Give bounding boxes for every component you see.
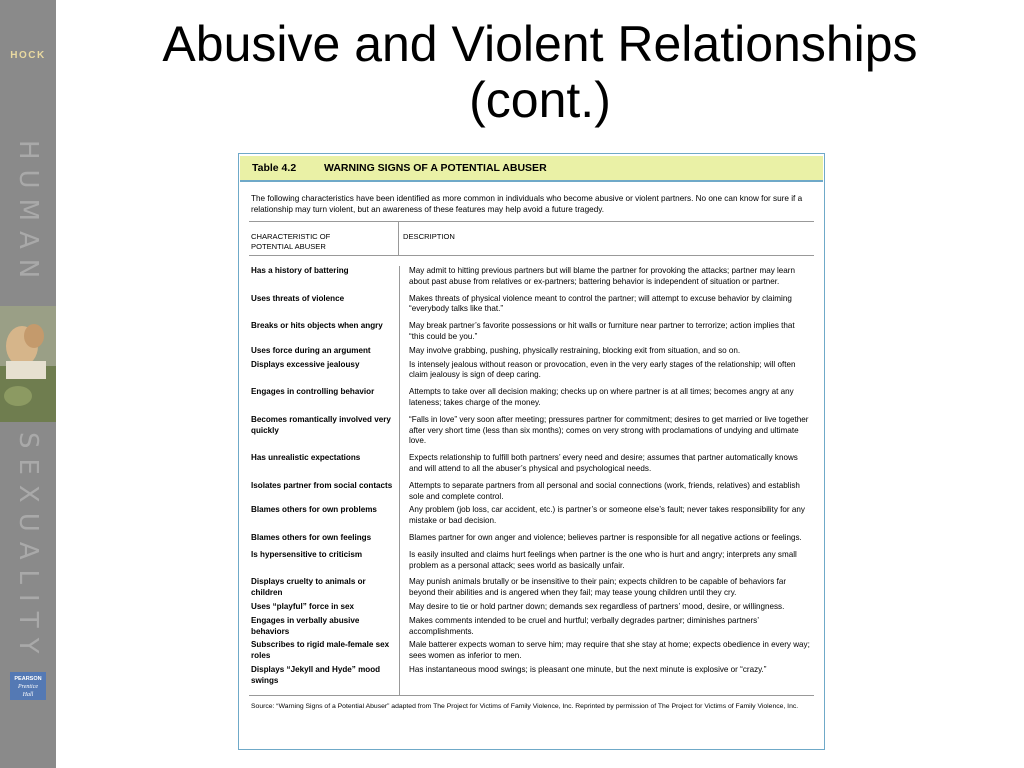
table-row xyxy=(249,665,814,687)
brand-photo xyxy=(0,306,56,422)
row-characteristic: Subscribes to rigid male-female sex roles xyxy=(251,640,390,661)
row-description: Blames partner for own anger and violence; believes partner is responsible for all negative actions or feelings. xyxy=(409,532,802,542)
row-description: “Falls in love” very soon after meeting; pressures partner for commitment; desires to get married or live together after very short time (less than six months); comes on very strong with proclamations of undying and ultimate love. xyxy=(409,414,809,446)
row-description: May involve grabbing, pushing, physically restraining, blocking exit from situation, and so on. xyxy=(409,345,741,355)
row-description: Any problem (job loss, car accident, etc.) is partner’s or someone else’s fault; never takes responsibility for any mistake or bad decision. xyxy=(409,505,805,526)
slide-title: Abusive and Violent Relationships (cont.) xyxy=(162,16,918,128)
column-header-characteristic: CHARACTERISTIC OF POTENTIAL ABUSER xyxy=(249,222,399,255)
table-row xyxy=(249,505,814,527)
table-row xyxy=(249,387,814,409)
row-characteristic: Breaks or hits objects when angry xyxy=(251,321,383,331)
table-row xyxy=(249,533,814,544)
row-description: Makes threats of physical violence meant to control the partner; will attempt to excuse behavior by claiming “everybody talks like that.” xyxy=(409,293,792,314)
table-column-headers xyxy=(249,222,814,256)
row-description: May admit to hitting previous partners but will blame the partner for provoking the attacks; partner may learn about past abuse from relatives or ex-partners; battering behavior is independent of situation or partner. xyxy=(409,266,795,286)
row-characteristic: Uses force during an argument xyxy=(251,345,371,355)
row-description: May punish animals brutally or be insensitive to their pain; expects children to be capable of behaviors far beyond their abilities and is angered when they fail; may tease young children until they cry. xyxy=(409,577,787,598)
table-row xyxy=(249,602,814,613)
row-description: Attempts to take over all decision making; checks up on where partner is at all times; becomes angry at any lateness; takes charge of the money. xyxy=(409,387,794,407)
row-description: Expects relationship to fulfill both partners’ every need and desire; assumes that partner automatically knows and will attend to all the abuser’s physical and psychological needs. xyxy=(409,453,798,473)
table-body-padding xyxy=(249,687,814,695)
row-characteristic: Engages in controlling behavior xyxy=(251,387,375,397)
row-characteristic: Uses “playful” force in sex xyxy=(251,601,355,611)
row-characteristic: Blames others for own problems xyxy=(251,505,377,515)
row-characteristic: Engages in verbally abusive behaviors xyxy=(251,615,360,636)
table-row xyxy=(249,550,814,572)
row-characteristic: Displays cruelty to animals or children xyxy=(251,577,366,598)
row-description: Is intensely jealous without reason or provocation, even in the very early stages of the relationship; will often claim jealousy is sign of deep caring. xyxy=(409,359,796,380)
table-row xyxy=(249,415,814,447)
table-row xyxy=(249,360,814,382)
table-row xyxy=(249,577,814,599)
column-divider xyxy=(399,266,400,695)
table-source-note: Source: “Warning Signs of a Potential Abuser” adapted from The Project for Victims of Family Violence, Inc. Reprinted by permission of The Project for Victims of Family Violence, Inc. xyxy=(249,695,814,711)
brand-word-sexuality: SEXUALITY xyxy=(13,432,43,664)
row-description: Has instantaneous mood swings; is pleasant one minute, but the next minute is explosive or “crazy.” xyxy=(409,664,767,674)
table-row xyxy=(249,346,814,357)
row-characteristic: Has a history of battering xyxy=(251,266,349,275)
table-row xyxy=(249,616,814,638)
row-description: Male batterer expects woman to serve him; may require that she stay at home; expects obedience in every way; sees women as inferior to men. xyxy=(409,640,810,661)
row-description: May break partner’s favorite possessions or hit walls or furniture near partner to terrorize; action implies that “this could be you.” xyxy=(409,321,795,341)
table-row xyxy=(249,321,814,343)
row-characteristic: Becomes romantically involved very quickly xyxy=(251,414,391,435)
row-description: May desire to tie or hold partner down; demands sex regardless of partners’ mood, desire, or willingness. xyxy=(409,601,785,611)
row-characteristic: Is hypersensitive to criticism xyxy=(251,549,363,559)
row-characteristic: Displays excessive jealousy xyxy=(251,359,360,369)
warning-signs-table xyxy=(238,153,825,750)
row-description: Makes comments intended to be cruel and hurtful; verbally degrades partner; diminishes partners’ accomplishments. xyxy=(409,615,759,636)
table-number: Table 4.2 xyxy=(252,162,297,174)
row-characteristic: Blames others for own feelings xyxy=(251,532,372,542)
brand-author: HOCK xyxy=(10,50,46,61)
row-characteristic: Displays “Jekyll and Hyde” mood swings xyxy=(251,664,381,685)
publisher-logo: PEARSON Prentice Hall xyxy=(10,672,46,700)
brand-word-human: HUMAN xyxy=(13,140,43,289)
table-row xyxy=(249,481,814,503)
row-characteristic: Has unrealistic expectations xyxy=(251,453,361,463)
row-characteristic: Uses threats of violence xyxy=(251,293,345,303)
table-row xyxy=(249,453,814,475)
table-body xyxy=(249,266,814,695)
row-description: Attempts to separate partners from all personal and social connections (work, friends, relatives) and establish sole and complete control. xyxy=(409,480,800,501)
table-row xyxy=(249,266,814,288)
table-row xyxy=(249,640,814,662)
row-characteristic: Isolates partner from social contacts xyxy=(251,480,393,490)
table-heading: WARNING SIGNS OF A POTENTIAL ABUSER xyxy=(324,162,547,174)
table-title-bar xyxy=(240,156,823,182)
brand-band xyxy=(0,0,56,768)
table-intro: The following characteristics have been identified as more common in individuals who become abusive or violent partners. No one can know for sure if a relationship may turn violent, but an awareness of these features may help avoid a future tragedy. xyxy=(249,182,814,222)
row-description: Is easily insulted and claims hurt feelings when partner is the one who is hurt and angry; interprets any small problem as a personal attack; sees world as basically unfair. xyxy=(409,549,797,570)
table-row xyxy=(249,294,814,316)
column-header-description: DESCRIPTION xyxy=(403,232,455,241)
